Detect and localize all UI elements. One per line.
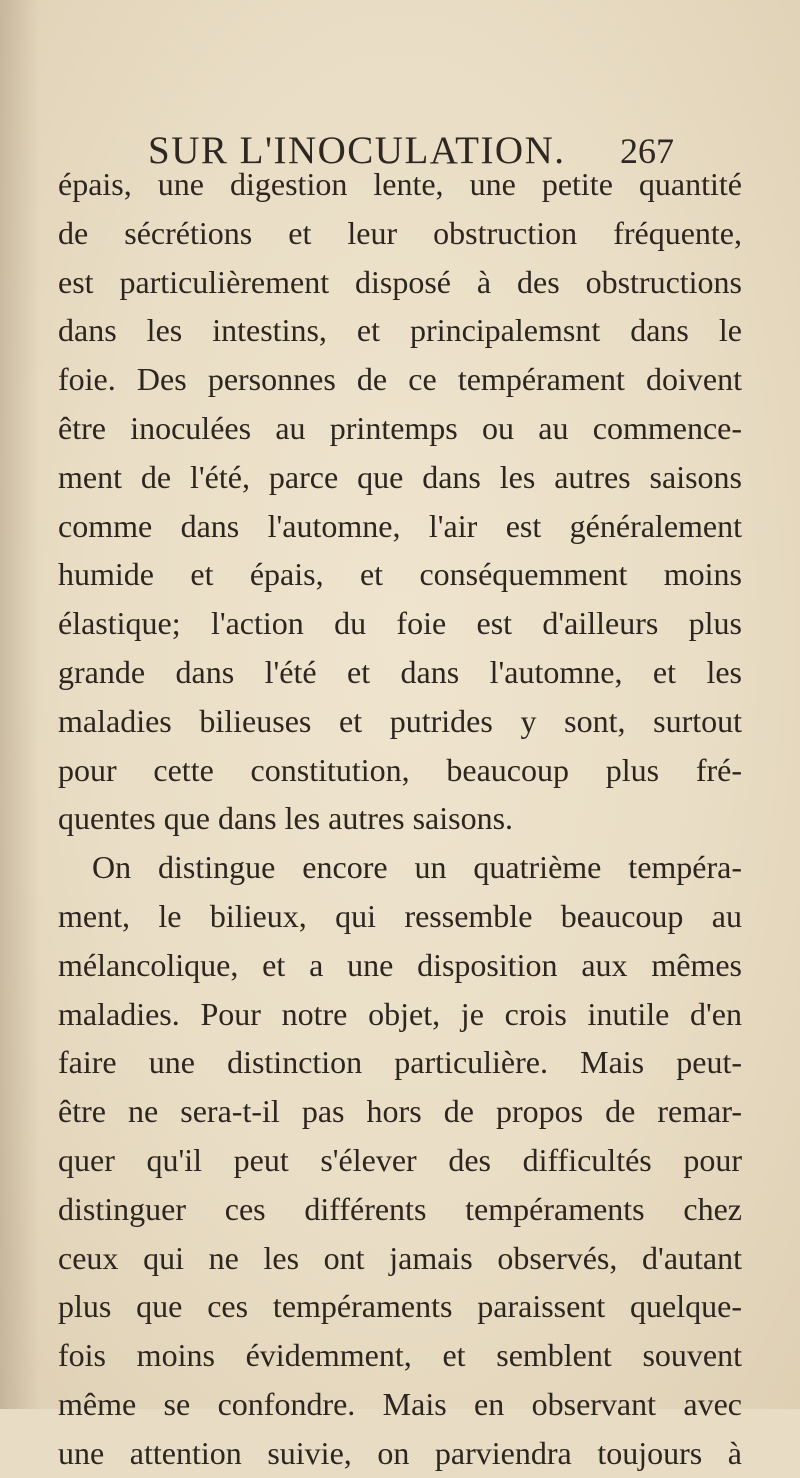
- text-line: faire une distinction particulière. Mais peut-: [58, 1044, 742, 1081]
- text-line: pour cette constitution, beaucoup plus fré-: [58, 751, 742, 788]
- text-line: ceux qui ne les ont jamais observés, d'autant: [58, 1239, 742, 1276]
- text-line: distinguer ces différents tempéraments chez: [58, 1190, 742, 1227]
- text-line: plus que ces tempéraments paraissent quelque-: [58, 1288, 742, 1325]
- text-line: maladies. Pour notre objet, je crois inutile d'en: [58, 995, 742, 1032]
- text-line: grande dans l'été et dans l'automne, et les: [58, 653, 742, 690]
- text-line: On distingue encore un quatrième tempéra-: [92, 849, 742, 886]
- text-line: est particulièrement disposé à des obstructions: [58, 263, 742, 300]
- text-line: comme dans l'automne, l'air est généralement: [58, 507, 742, 544]
- text-line: élastique; l'action du foie est d'ailleurs plus: [58, 605, 742, 642]
- running-title: SUR L'INOCULATION.: [148, 129, 566, 172]
- body-text: [58, 160, 742, 1478]
- text-line: même se confondre. Mais en observant avec: [58, 1385, 742, 1422]
- text-line: fois moins évidemment, et semblent souvent: [58, 1337, 742, 1374]
- text-line: mélancolique, et a une disposition aux mêmes: [58, 946, 742, 983]
- text-line: ment de l'été, parce que dans les autres saisons: [58, 458, 742, 495]
- text-line: dans les intestins, et principalemsnt dans le: [58, 312, 742, 349]
- text-line: ment, le bilieux, qui ressemble beaucoup au: [58, 897, 742, 934]
- text-line: être ne sera-t-il pas hors de propos de remar-: [58, 1093, 742, 1130]
- text-line: maladies bilieuses et putrides y sont, surtout: [58, 702, 742, 739]
- text-line: humide et épais, et conséquemment moins: [58, 556, 742, 593]
- text-line: foie. Des personnes de ce tempérament doivent: [58, 361, 742, 398]
- text-line: de sécrétions et leur obstruction fréquente,: [58, 214, 742, 251]
- page-number: 267: [620, 131, 674, 171]
- text-line: être inoculées au printemps ou au commence-: [58, 409, 742, 446]
- text-line: quer qu'il peut s'élever des difficultés pour: [58, 1141, 742, 1178]
- text-line: épais, une digestion lente, une petite quantité: [58, 166, 742, 202]
- page-edge-shadow: [0, 0, 40, 1409]
- text-line: quentes que dans les autres saisons.: [58, 800, 514, 837]
- text-line: une attention suivie, on parviendra toujours à: [58, 1434, 742, 1471]
